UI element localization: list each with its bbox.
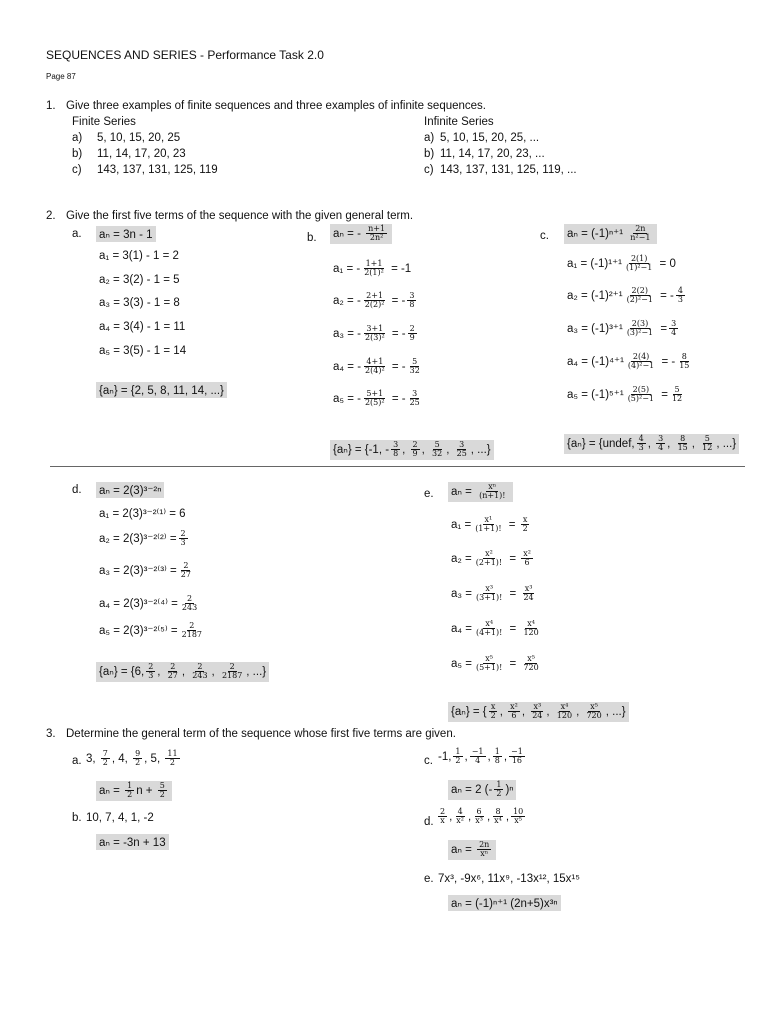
- q3a-answer: aₙ = $\frac{1}{2}$ n + $\frac{5}{2}$: [96, 781, 172, 801]
- q2c-term-1: a₁ = (-1)¹⁺¹ $\frac{2(1)}{\text{(1)²−1}}$ = 0: [567, 254, 676, 273]
- q2a-term-2: a₂ = 3(2) - 1 = 5: [99, 274, 180, 286]
- q2c-label: c.: [540, 230, 549, 242]
- section-divider: [50, 466, 745, 467]
- q2e-term-1: a₁ = $\frac{\text{x¹}}{(1+1)!}$ = $\frac{x}{2}$: [451, 515, 528, 534]
- q3b-answer: aₙ = -3n + 13: [96, 834, 169, 850]
- q2c-result: {aₙ} = {undef, $\frac{4}{3}$ , $\frac{3}{4}$ , $\frac{8}{15}$ , $\frac{5}{12}$ , ...}: [564, 434, 739, 454]
- q3d-sequence: $\frac{2}{x}$ , $\frac{4}{\text{x²}}$ , $\frac{6}{\text{x³}}$ , $\frac{8}{\text{x⁴}}$ , $\frac{10}{\text{x⁵}}$: [440, 807, 524, 826]
- q2e-term-2: a₂ = $\frac{\text{x²}}{(2+1)!}$ = $\frac{\text{x²}}{6}$: [451, 549, 531, 568]
- q2a-general-term: aₙ = 3n - 1: [96, 226, 156, 242]
- finite-label-c: c): [72, 164, 82, 176]
- q3d-answer: aₙ = $\frac{2n}{\text{xⁿ}}$: [448, 840, 496, 860]
- q2e-result: {aₙ} = { $\frac{x}{2}$ , $\frac{\text{x²}}{6}$ , $\frac{\text{x³}}{24}$ , $\frac{\text{x⁴}}{120}$ , $\frac{\text{x⁵}}{720}$ , ...}: [448, 702, 629, 722]
- q3a-sequence: 3, $\frac{7}{2}$ , 4, $\frac{9}{2}$ , 5, $\frac{11}{2}$: [86, 749, 178, 768]
- infinite-c: 143, 137, 131, 125, 119, ...: [440, 164, 577, 176]
- finite-label-a: a): [72, 132, 83, 144]
- finite-heading: Finite Series: [72, 116, 136, 128]
- infinite-label-b: b): [424, 148, 435, 160]
- q1-number: 1.: [46, 100, 56, 112]
- infinite-label-c: c): [424, 164, 434, 176]
- q3c-label: c.: [424, 755, 433, 767]
- infinite-heading: Infinite Series: [424, 116, 494, 128]
- q2c-term-2: a₂ = (-1)²⁺¹ $\frac{2(2)}{\text{(2)²−1}}$ = - $\frac{4}{3}$: [567, 286, 683, 305]
- q2d-term-2: a₂ = 2(3)³⁻²⁽²⁾ = $\frac{2}{3}$: [99, 529, 186, 548]
- q2d-label: d.: [72, 484, 82, 496]
- q2a-term-5: a₅ = 3(5) - 1 = 14: [99, 345, 187, 357]
- q3-number: 3.: [46, 728, 56, 740]
- q2b-term-1: a₁ = - $\frac{1+1}{\text{2(1)²}}$ = -1: [333, 259, 412, 278]
- finite-b: 11, 14, 17, 20, 23: [97, 148, 186, 160]
- q2d-term-3: a₃ = 2(3)³⁻²⁽³⁾ = $\frac{2}{27}$: [99, 561, 191, 580]
- q2-text: Give the first five terms of the sequence with the given general term.: [66, 210, 414, 222]
- q2b-general-term: [330, 224, 392, 244]
- q2b-term-2: a₂ = - $\frac{2+1}{\text{2(2)²}}$ = - $\frac{3}{8}$: [333, 291, 415, 310]
- q3d-label: d.: [424, 816, 434, 828]
- infinite-a: 5, 10, 15, 20, 25, ...: [440, 132, 540, 144]
- q2a-term-1: a₁ = 3(1) - 1 = 2: [99, 250, 179, 262]
- q2c-term-4: a₄ = (-1)⁴⁺¹ $\frac{2(4)}{\text{(4)²−1}}$ = - $\frac{8}{15}$: [567, 352, 690, 371]
- q2b-label: b.: [307, 232, 317, 244]
- q3c-answer: aₙ = 2 (- $\frac{1}{2}$ )ⁿ: [448, 780, 516, 800]
- q2e-label: e.: [424, 488, 434, 500]
- q3e-label: e.: [424, 873, 434, 885]
- q3e-sequence: 7x³, -9x⁶, 11x⁹, -13x¹², 15x¹⁵: [438, 873, 581, 885]
- q2e-term-3: a₃ = $\frac{\text{x³}}{(3+1)!}$ = $\frac{\text{x³}}{24}$: [451, 584, 534, 603]
- q2d-term-4: a₄ = 2(3)³⁻²⁽⁴⁾ = $\frac{2}{243}$: [99, 594, 198, 613]
- q2b-general-lhs: aₙ = -: [333, 227, 361, 240]
- q2c-term-3: a₃ = (-1)³⁺¹ $\frac{2(3)}{\text{(3)²−1}}$ = $\frac{3}{4}$: [567, 319, 677, 338]
- q3b-sequence: 10, 7, 4, 1, -2: [86, 812, 154, 824]
- finite-c: 143, 137, 131, 125, 119: [97, 164, 218, 176]
- q2d-term-5: a₅ = 2(3)³⁻²⁽⁵⁾ = $\frac{2}{2187}$: [99, 621, 203, 640]
- q3b-label: b.: [72, 812, 82, 824]
- q2a-result: {aₙ} = {2, 5, 8, 11, 14, ...}: [96, 382, 227, 398]
- q1-text: Give three examples of finite sequences and three examples of infinite sequences.: [66, 100, 486, 112]
- q2-number: 2.: [46, 210, 56, 222]
- q2b-term-4: a₄ = - $\frac{4+1}{\text{2(4)²}}$ = - $\frac{5}{32}$: [333, 357, 420, 376]
- q2e-general-term: aₙ = $\frac{\text{xⁿ}}{(n+1)!}$: [448, 482, 513, 502]
- q2b-term-3: a₃ = - $\frac{3+1}{\text{2(3)²}}$ = - $\frac{2}{9}$: [333, 324, 415, 343]
- q2c-general-term: aₙ = (-1)ⁿ⁺¹ $\frac{2n}{\text{n²−1}}$: [564, 224, 657, 244]
- q3-text: Determine the general term of the sequence whose first five terms are given.: [66, 728, 456, 740]
- page-number: Page 87: [46, 72, 76, 81]
- infinite-b: 11, 14, 17, 20, 23, ...: [440, 148, 545, 160]
- infinite-label-a: a): [424, 132, 435, 144]
- q2b-general-fraction: $\frac{n+1}{\text{2n²}}$: [368, 224, 386, 243]
- q2b-term-5: a₅ = - $\frac{5+1}{\text{2(5)²}}$ = - $\frac{3}{25}$: [333, 389, 420, 408]
- q2a-term-4: a₄ = 3(4) - 1 = 11: [99, 321, 186, 333]
- finite-a: 5, 10, 15, 20, 25: [97, 132, 181, 144]
- q2e-term-4: a₄ = $\frac{\text{x⁴}}{(4+1)!}$ = $\frac{\text{x⁴}}{120}$: [451, 619, 539, 638]
- q2a-label: a.: [72, 228, 82, 240]
- q2d-result: {aₙ} = {6, $\frac{2}{3}$ , $\frac{2}{27}$ , $\frac{2}{243}$ , $\frac{2}{2187}$ , ...}: [96, 662, 269, 682]
- q3c-sequence: -1, $\frac{1}{2}$ , $\frac{-1}{4}$ , $\frac{1}{8}$ , $\frac{-1}{16}$: [438, 747, 523, 766]
- q2b-result: {aₙ} = {-1, - $\frac{3}{8}$ , $\frac{2}{9}$ , $\frac{5}{32}$ , $\frac{3}{25}$ , ...}: [330, 440, 494, 460]
- q2d-general-term: aₙ = 2(3)³⁻²ⁿ: [96, 482, 164, 498]
- finite-label-b: b): [72, 148, 83, 160]
- q3a-label: a.: [72, 755, 82, 767]
- q2a-term-3: a₃ = 3(3) - 1 = 8: [99, 297, 180, 309]
- q2d-term-1: a₁ = 2(3)³⁻²⁽¹⁾ = 6: [99, 508, 186, 520]
- q2c-term-5: a₅ = (-1)⁵⁺¹ $\frac{2(5)}{\text{(5)²−1}}$ = $\frac{5}{12}$: [567, 385, 683, 404]
- q2e-term-5: a₅ = $\frac{\text{x⁵}}{(5+1)!}$ = $\frac{\text{x⁵}}{720}$: [451, 654, 539, 673]
- doc-title: SEQUENCES AND SERIES - Performance Task 2.0: [46, 48, 324, 62]
- q3e-answer: aₙ = (-1)ⁿ⁺¹ (2n+5)x³ⁿ: [448, 895, 561, 911]
